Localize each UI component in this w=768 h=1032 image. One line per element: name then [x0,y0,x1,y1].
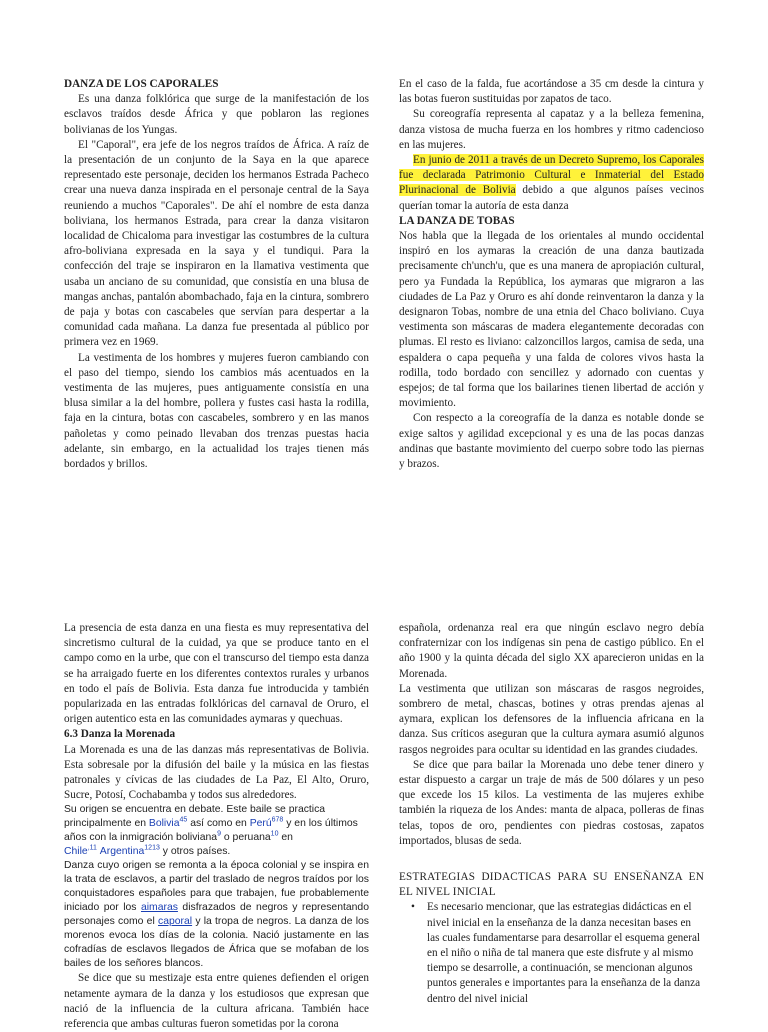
morenada-cost-paragraph: Se dice que para bailar la Morenada uno debe tener dinero y estar dispuesto a cargar un traje de más de 500 dólares y un peso que excede los 15 kilos. La vestimenta de las mujeres exhibe también la riqueza de los Andes: manta de alpaca, polleras de finas telas, topos de oro, pendientes con piedras costosas, zapatos importados, blusas de seda. [399,758,704,847]
tobas-paragraph-2: Con respecto a la coreografía de la danza es notable donde se exige saltos y agilidad excepcional y es una de las pocas danzas andinas que bastante movimiento del cuerpo sobre todo las piernas y brazos. [399,412,704,471]
page2-left-column [64,621,369,1032]
ref-10[interactable]: 10 [270,830,279,838]
morenada-costume-paragraph: La vestimenta que utilizan son máscaras de rasgos negroides, sombrero de metal, chascas, botines y otras prendas ajenas al aymara, explican los defensores de la influencia africana en la danza. Sus críticos aseguran que la cultura aymara asumió algunos rasgos negroides para ocultar su identidad en las grandes ciudades. [399,682,704,756]
link-chile[interactable]: Chile [64,846,88,858]
caporales-paragraph-1: Es una danza folklórica que surge de la manifestación de los esclavos traídos desde África y que poblaron las regiones bolivianas de los Yungas. [64,93,369,136]
ordinance-paragraph: española, ordenanza real era que ningún esclavo negro debía confraternizar con los indígenas sin pena de castigo público. En el año 1900 y la quinta década del siglo XX aparecieron unidas en la Morenada. [399,622,704,680]
link-bolivia[interactable]: Bolivia [148,818,180,830]
bullet-icon: • [411,901,415,914]
decree-highlight: En junio de 2011 a través de un Decreto Supremo, los Caporales fue declarada Patrimonio Cultural e Inmaterial del Estado Plurinacional de Bolivia [399,154,704,197]
caporales-title: DANZA DE LOS CAPORALES [64,78,219,90]
link-peru[interactable]: Perú [249,818,272,830]
morenada-origin-paragraph: Su origen se encuentra en debate. Este baile se practica principalmente en Bolivia$^{45}$ así como en Perú$^{678}$ y en los últimos años con la inmigración boliviana$^9$ o peruana$^{10}$ en Chile$^{,11}$ Argentina$^{1213}$ y otros países. [64,804,358,858]
link-aimaras[interactable]: aimaras [140,902,178,914]
strategies-bullet-item: • Es necesario mencionar, que las estrategias didácticas en el nivel inicial en la enseñanza de la danza necesitan bases en las cuales fundamentarse para desarrollar el esquema general en el niño o niña de tal manera que este disfrute y al mismo tiempo se desarrolle, a continuación, se mencionan algunos puntos generales e importantes para la enseñanza de la danza dentro del nivel inicial [411,901,701,1005]
morenada-mestizaje-paragraph: Se dice que su mestizaje esta entre quienes defienden el origen netamente aymara de la danza y los estudiosos que expresan que nació de la influencia de la cultura africana. También hace referencia que ambas culturas fueron sometidas por la corona [64,972,369,1031]
link-caporal[interactable]: caporal [158,916,193,928]
page2-right-column [399,621,704,1007]
morenada-colonial-paragraph: Danza cuyo origen se remonta a la época colonial y se inspira en la trata de esclavos, a partir del traslado de negros traídos por los conquistadores españoles para que trabajen, fue probablemente iniciado por los aimaras disfrazados de negros y representando personajes como el caporal y la tropa de negros. La danza de los morenos evoca los días de la colonia. Nació justamente en las cofradías de esclavos llegados de África que se mofaban de los bailes de los señores blancos. [64,860,369,970]
tobas-paragraph-1: Nos habla que la llegada de los orientales al mundo occidental inspiró en los aymaras la creación de una danza bautizada precisamente ch'unch'u, que es una manera de apropiación cultural, pero ya Fundada la República, los aymaras que migraron a las ciudades de La Paz y Oruro es ahí donde reinventaron la danza y la designaron Tobas, nombre de una etnia del Chaco boliviano. Cuya vestimenta son máscaras de madera elegantemente decoradas con plumas. El resto es liviano: calzoncillos largos, camisa de seda, una espaldera o capa pequeña y una falda de colores vivos hasta la rodilla, todo bordado con sencillez y adornado con cuentas y espejos; de tal forma que los bailarines tienen libertad de acción y movimiento. [399,230,704,410]
caporales-choreography-paragraph: Su coreografía representa al capataz y a la belleza femenina, danza vistosa de mucha fuerza en los hombres y ritmo cadencioso en las mujeres. [399,108,704,151]
caporales-decree-paragraph [399,153,704,214]
strategies-heading: ESTRATEGIAS DIDACTICAS PARA SU ENSEÑANZA EN EL NIVEL INICIAL [399,871,704,899]
page1-left-column [64,77,369,472]
tobas-title: LA DANZA DE TOBAS [399,214,515,227]
ref-1213[interactable]: 1213 [144,844,160,852]
ref-678[interactable]: 678 [271,816,284,824]
caporales-paragraph-2: El "Caporal", era jefe de los negros traídos de África. A raíz de la presentación de un conjunto de la Saya en la que aparece representado este personaje, deciden los hermanos Estrada Pacheco crear una nueva danza inspirada en el personaje central de la Saya reuniendo a muchos "Caporales". De ahí el nombre de esta danza boliviana, los hermanos Estrada, para crear la danza visitaron localidad de Chicaloma para investigar las costumbres de la cultura afro-boliviana expresada en la saya y el tundiqui. Para la confección del traje se inspiraron en la llamativa vestimenta que usaba un anciano de su comunidad, que consistía en una blusa de mangas anchas, pantalón abombachado, faja en la cintura, sombrero de paja y botas con cascabeles que servían para despertar a la comunidad cada mañana. La danza fue presentada al público por primera vez en 1969. [64,138,369,349]
presence-paragraph: La presencia de esta danza en una fiesta es muy representativa del sincretismo cultural de la cuidad, ya que se produce tanto en el campo como en la urbe, que con el transcurso del tiempo esta danza se ha arraigado fuerte en los diferentes contextos rurales y urbanos en todo el país de Bolivia. Esta danza fue introducida y también popularizada en las entradas folklóricas del carnaval de Oruro, el origen autentico esta en las comunidades aymaras y quechuas. [64,622,369,726]
caporales-paragraph-3: La vestimenta de los hombres y mujeres fueron cambiando con el paso del tiempo, siendo los cambios más acentuados en la vestimenta de las mujeres, pues antiguamente consistía en una blusa similar a la del hombre, pollera y fustes casi hasta la rodilla, faja en la cintura, botas con cascabeles, sombrero y en las manos pañoletas y como peinado llevaban dos trenzas puestas hacia adelante, sin embargo, en la actualidad los trajes tienen más bordados y brillos. [64,351,369,471]
morenada-paragraph-1: La Morenada es una de las danzas más representativas de Bolivia. Esta sobresale por la difusión del baile y la música en las fiestas patronales y cívicas de las ciudades de La Paz, El Alto, Oruro, Sucre, Potosí, Cochabamba y todos sus alrededores. [64,743,369,802]
link-argentina[interactable]: Argentina [99,846,145,858]
decree-rest: debido a que algunos países vecinos querían tomar la autoría de esta danza [399,184,704,212]
page1-right-column [399,77,704,472]
ref-9[interactable]: 9 [217,830,221,838]
ref-45[interactable]: 45 [179,816,188,824]
ref-11[interactable]: ,11 [87,844,97,852]
morenada-title: 6.3 Danza la Morenada [64,728,176,741]
caporales-skirt-paragraph: En el caso de la falda, fue acortándose a 35 cm desde la cintura y las botas fueron sustituidas por zapatos de taco. [399,78,704,106]
